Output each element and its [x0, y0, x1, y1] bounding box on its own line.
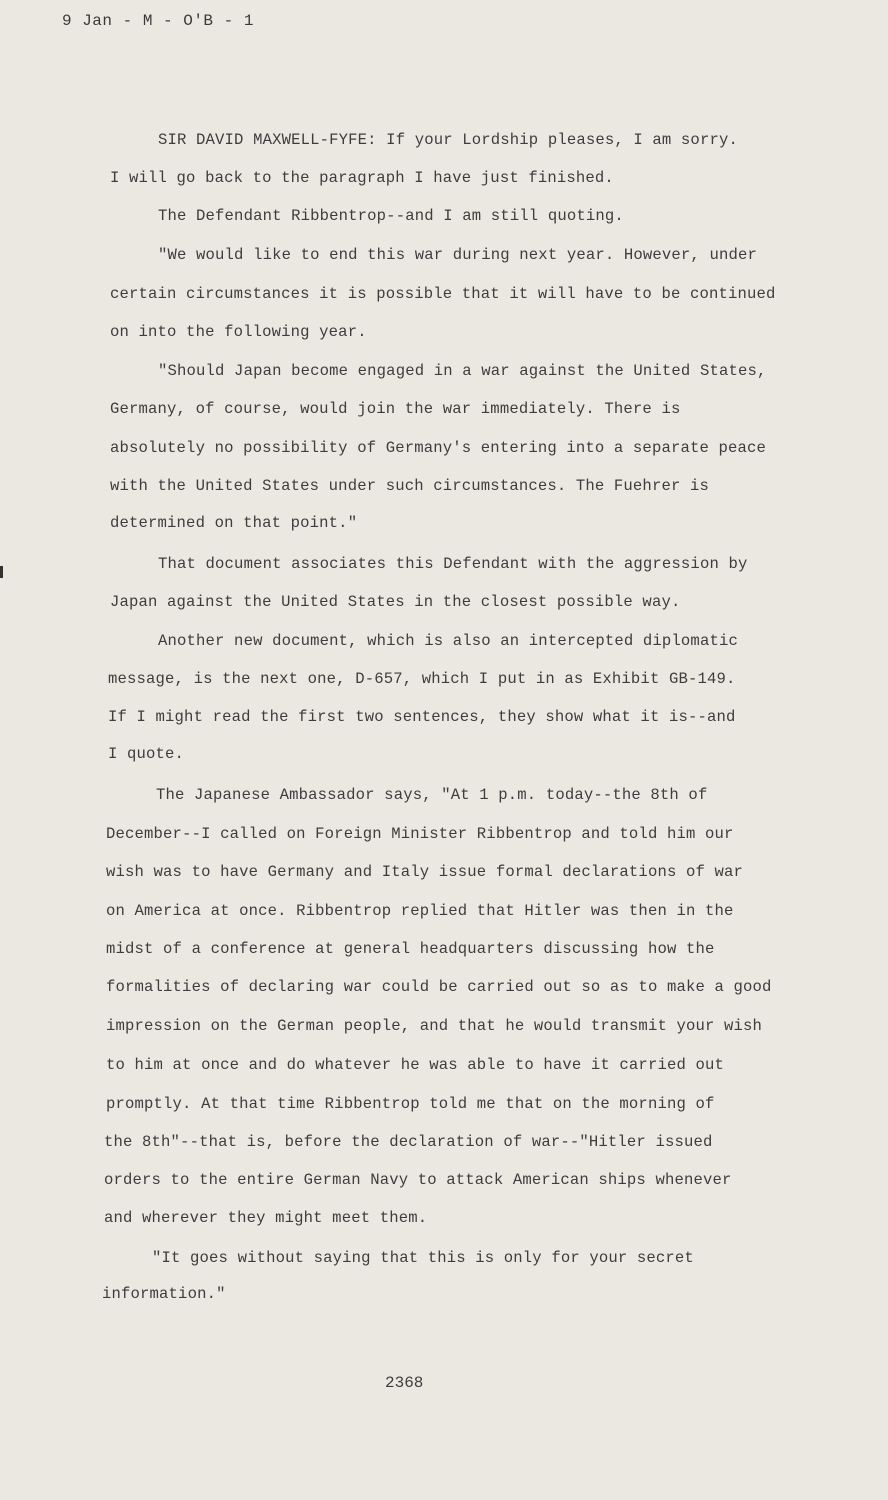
- text-line: I quote.: [108, 745, 185, 763]
- text-line: formalities of declaring war could be carried out so as to make a good: [106, 978, 772, 996]
- text-line: Germany, of course, would join the war immediately. There is: [110, 400, 681, 418]
- page-reference-header: 9 Jan - M - O'B - 1: [62, 12, 254, 30]
- margin-mark: [0, 566, 3, 578]
- text-line: information.": [102, 1285, 226, 1303]
- text-line: SIR DAVID MAXWELL-FYFE: If your Lordship pleases, I am sorry.: [158, 131, 738, 149]
- text-line: the 8th"--that is, before the declaration of war--"Hitler issued: [104, 1133, 713, 1151]
- text-line: midst of a conference at general headquarters discussing how the: [106, 940, 715, 958]
- text-line: December--I called on Foreign Minister Ribbentrop and told him our: [106, 825, 734, 843]
- text-line: message, is the next one, D-657, which I put in as Exhibit GB-149.: [108, 670, 736, 688]
- text-line: on America at once. Ribbentrop replied that Hitler was then in the: [106, 902, 734, 920]
- text-line: to him at once and do whatever he was able to have it carried out: [106, 1056, 725, 1074]
- text-line: Another new document, which is also an intercepted diplomatic: [158, 632, 738, 650]
- text-line: certain circumstances it is possible that it will have to be continued: [110, 285, 776, 303]
- text-line: "We would like to end this war during next year. However, under: [158, 246, 757, 264]
- text-line: impression on the German people, and that he would transmit your wish: [106, 1017, 763, 1035]
- text-line: "Should Japan become engaged in a war against the United States,: [158, 362, 767, 380]
- text-line: The Japanese Ambassador says, "At 1 p.m. today--the 8th of: [156, 786, 708, 804]
- text-line: determined on that point.": [110, 514, 358, 532]
- text-line: If I might read the first two sentences, they show what it is--and: [108, 708, 736, 726]
- text-line: "It goes without saying that this is only for your secret: [152, 1249, 694, 1267]
- text-line: Japan against the United States in the closest possible way.: [110, 593, 681, 611]
- text-line: orders to the entire German Navy to attack American ships whenever: [104, 1171, 732, 1189]
- text-line: on into the following year.: [110, 323, 367, 341]
- text-line: promptly. At that time Ribbentrop told me that on the morning of: [106, 1095, 715, 1113]
- text-line: wish was to have Germany and Italy issue formal declarations of war: [106, 863, 744, 881]
- text-line: and wherever they might meet them.: [104, 1209, 428, 1227]
- page-number: 2368: [385, 1374, 424, 1392]
- text-line: with the United States under such circumstances. The Fuehrer is: [110, 477, 709, 495]
- text-line: The Defendant Ribbentrop--and I am still quoting.: [158, 207, 624, 225]
- text-line: That document associates this Defendant with the aggression by: [158, 555, 748, 573]
- text-line: absolutely no possibility of Germany's entering into a separate peace: [110, 439, 767, 457]
- text-line: I will go back to the paragraph I have just finished.: [110, 169, 614, 187]
